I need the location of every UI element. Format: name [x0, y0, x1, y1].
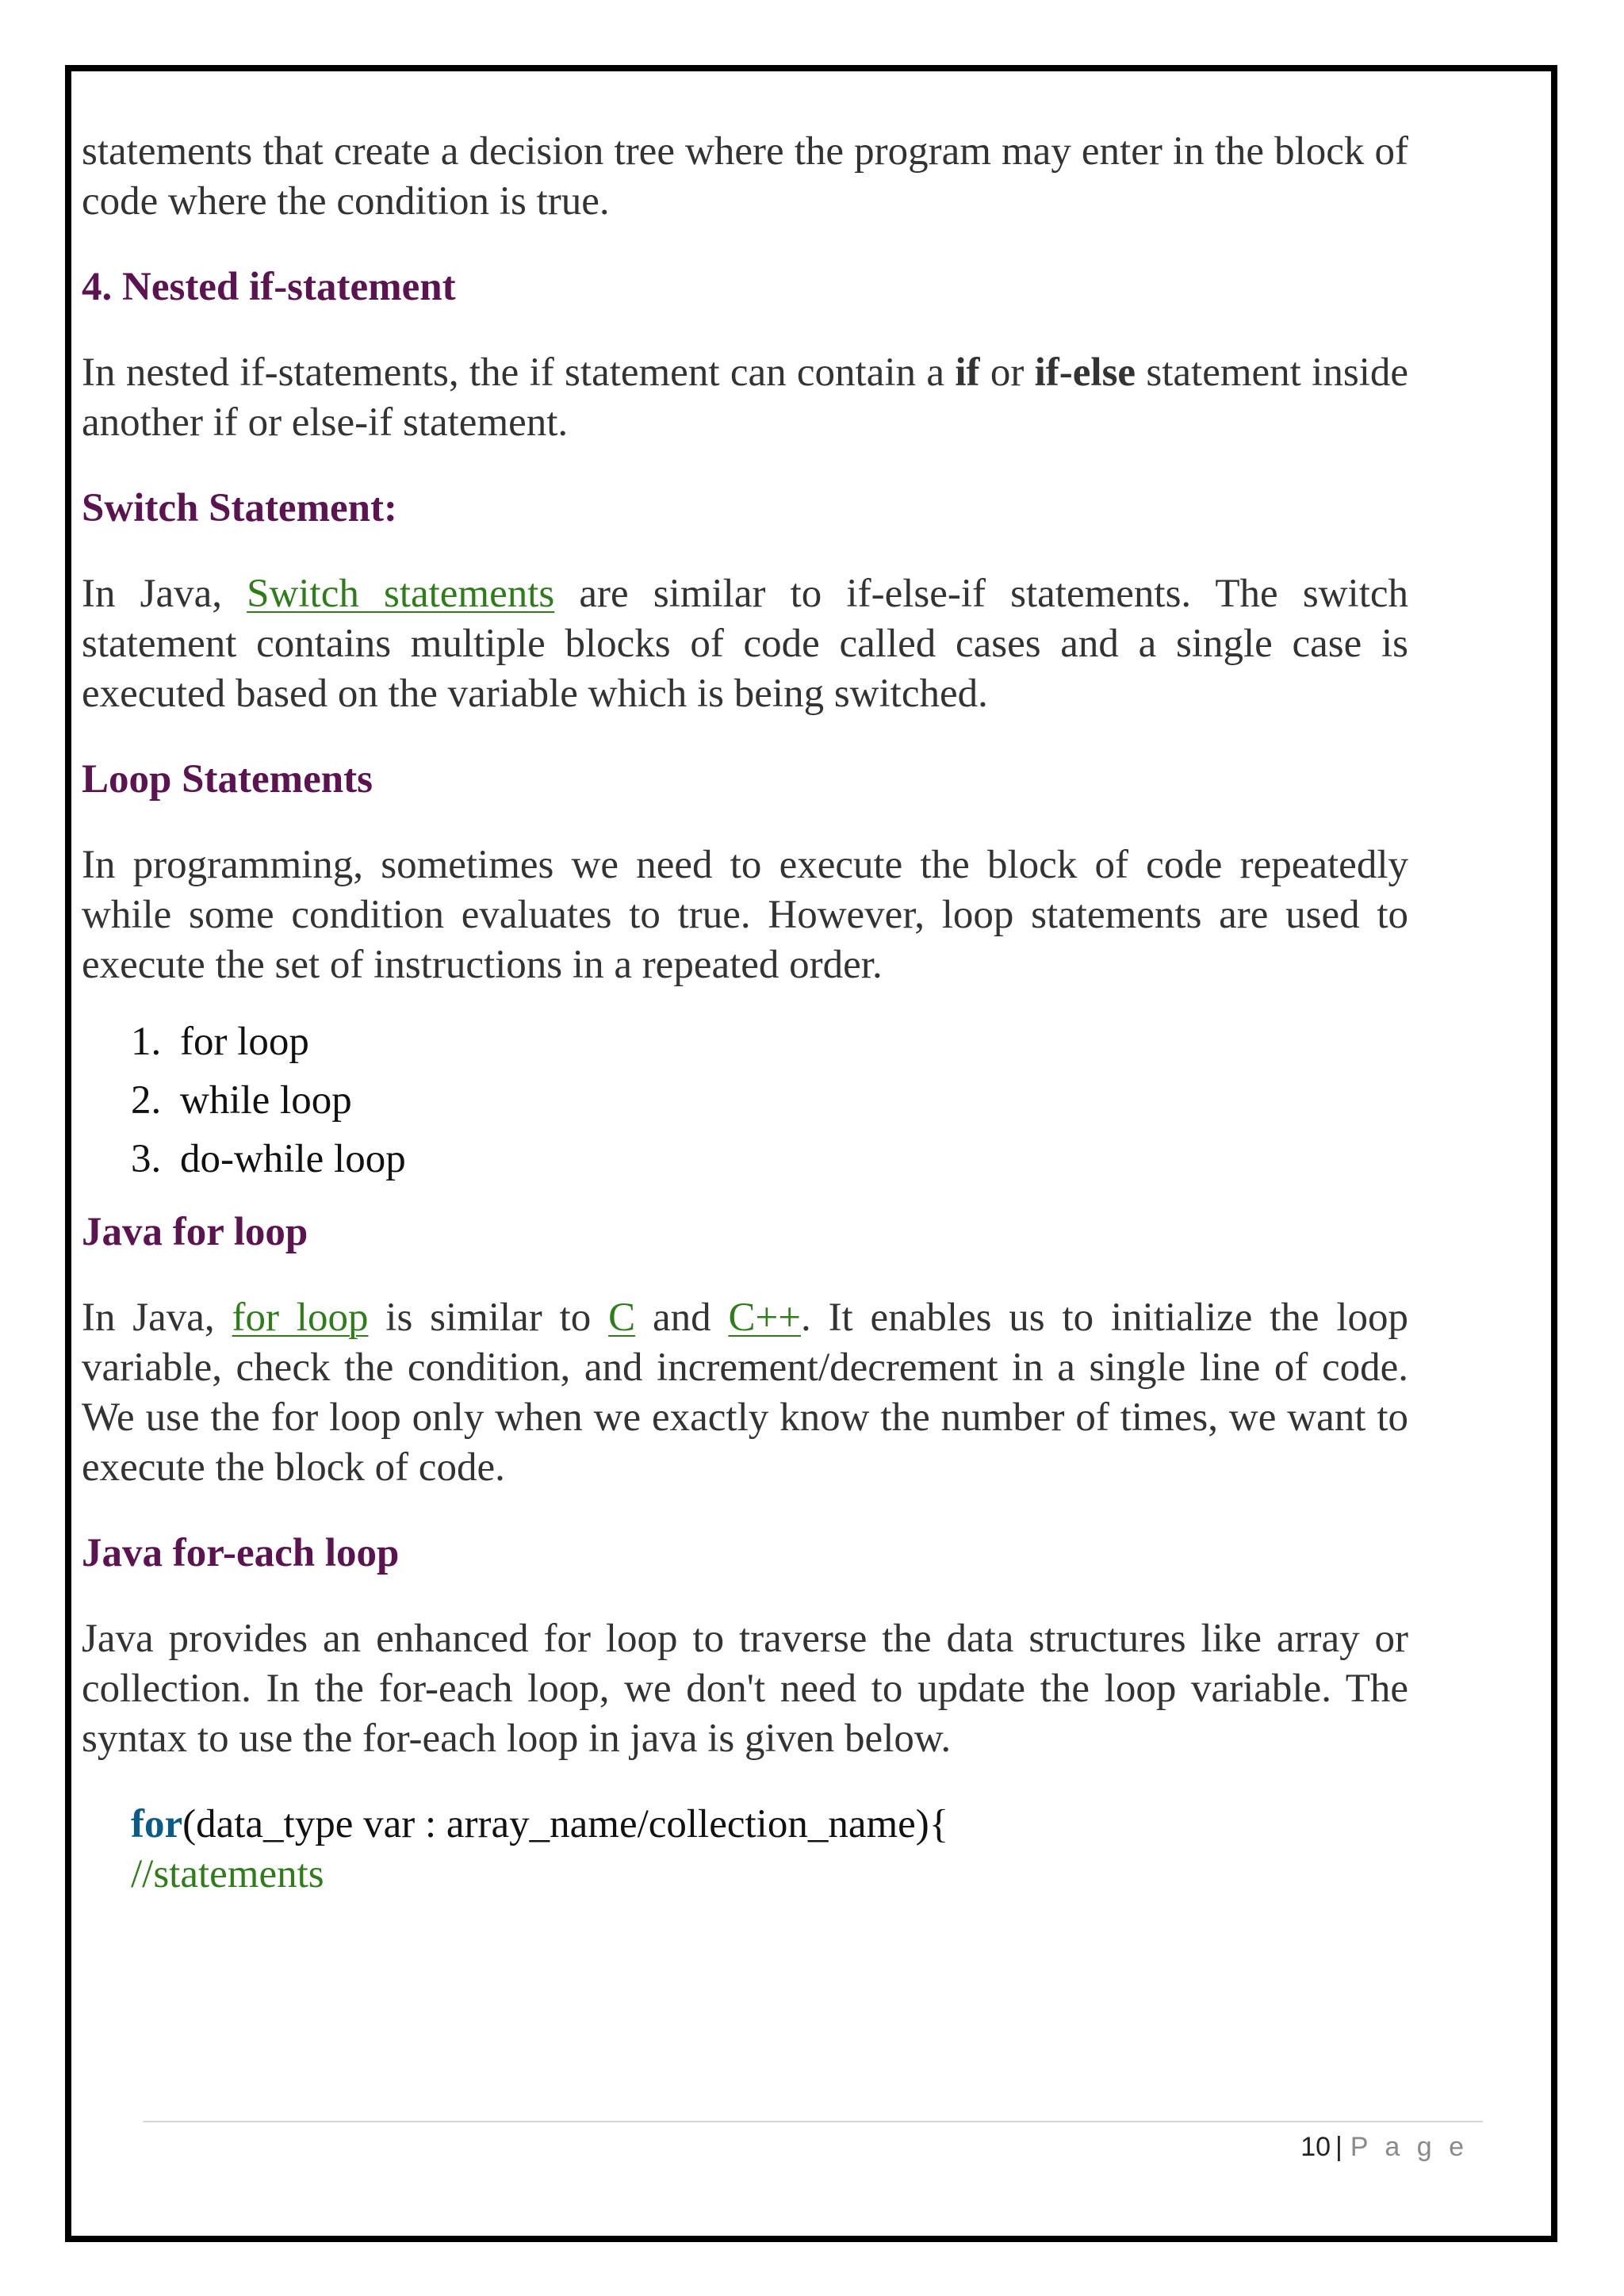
- loop-paragraph: In programming, sometimes we need to execute the block of code repeatedly while some condition evaluates to true. However, loop statements are used to execute the set of instructions in a repeated order.: [82, 843, 1408, 987]
- switch-text-after: are similar to if-else-if statements. The switch statement contains multiple blocks of code called cases and a single case is executed based on the variable which is being switched.: [82, 572, 1408, 716]
- nested-if-text-or: or: [979, 350, 1035, 395]
- java-for-each-heading: Java for-each loop: [82, 1531, 400, 1575]
- switch-text-before: In Java,: [82, 572, 247, 616]
- switch-heading: Switch Statement:: [82, 486, 398, 530]
- list-item-number: 2.: [131, 1078, 162, 1123]
- footer-separator: |: [1335, 2132, 1342, 2162]
- page-word: P a g e: [1350, 2132, 1469, 2162]
- page-number: 10: [1300, 2132, 1331, 2162]
- list-item: [82, 1071, 1408, 1130]
- for-each-paragraph: Java provides an enhanced for loop to traverse the data structures like array or collection. In the for-each loop, we don't need to update the loop variable. The syntax to use the for-each loop in java is given below.: [82, 1617, 1408, 1761]
- nested-if-heading: 4. Nested if-statement: [82, 265, 456, 309]
- code-keyword-for: for: [131, 1802, 183, 1846]
- for-loop-text-2: is similar to: [368, 1295, 609, 1340]
- page-footer: [1300, 2129, 1469, 2165]
- list-item-label: while loop: [180, 1078, 352, 1123]
- loop-statements-heading: Loop Statements: [82, 757, 373, 802]
- java-for-loop-heading: Java for loop: [82, 1210, 308, 1254]
- page-content: [82, 127, 1408, 1900]
- nested-if-bold-if-else: if-else: [1034, 350, 1136, 395]
- for-loop-text-4: . It enables us to initialize the loop variable, check the condition, and increment/decrement in a single line of code. We use the for loop only when we exactly know the number of times, we want to execute the block of code.: [82, 1295, 1409, 1490]
- list-item-number: 3.: [131, 1137, 162, 1181]
- for-loop-text-1: In Java,: [82, 1295, 232, 1340]
- for-loop-text-3: and: [635, 1295, 729, 1340]
- code-signature: (data_type var : array_name/collection_name){: [182, 1802, 949, 1846]
- for-loop-link[interactable]: for loop: [232, 1295, 369, 1340]
- cpp-link[interactable]: C++: [728, 1295, 801, 1340]
- list-item-number: 1.: [131, 1020, 162, 1064]
- code-line-1: [131, 1800, 1408, 1850]
- intro-paragraph: statements that create a decision tree where the program may enter in the block of code where the condition is true.: [82, 129, 1408, 224]
- loop-types-list: [82, 1012, 1408, 1188]
- for-each-code-block: [82, 1800, 1408, 1900]
- code-comment: //statements: [131, 1852, 324, 1896]
- nested-if-bold-if: if: [955, 350, 980, 395]
- list-item-label: for loop: [180, 1020, 309, 1064]
- nested-if-paragraph: [82, 348, 1408, 448]
- list-item: [82, 1130, 1408, 1188]
- c-link[interactable]: C: [608, 1295, 636, 1340]
- nested-if-text-after: statement inside another if or else-if statement.: [82, 350, 1408, 445]
- footer-divider: [143, 2121, 1483, 2122]
- nested-if-text-before: In nested if-statements, the if statement can contain a: [82, 350, 956, 395]
- for-loop-paragraph: [82, 1293, 1408, 1493]
- switch-paragraph: [82, 569, 1408, 719]
- list-item: [82, 1012, 1408, 1071]
- switch-statements-link[interactable]: Switch statements: [247, 572, 555, 616]
- list-item-label: do-while loop: [180, 1137, 406, 1181]
